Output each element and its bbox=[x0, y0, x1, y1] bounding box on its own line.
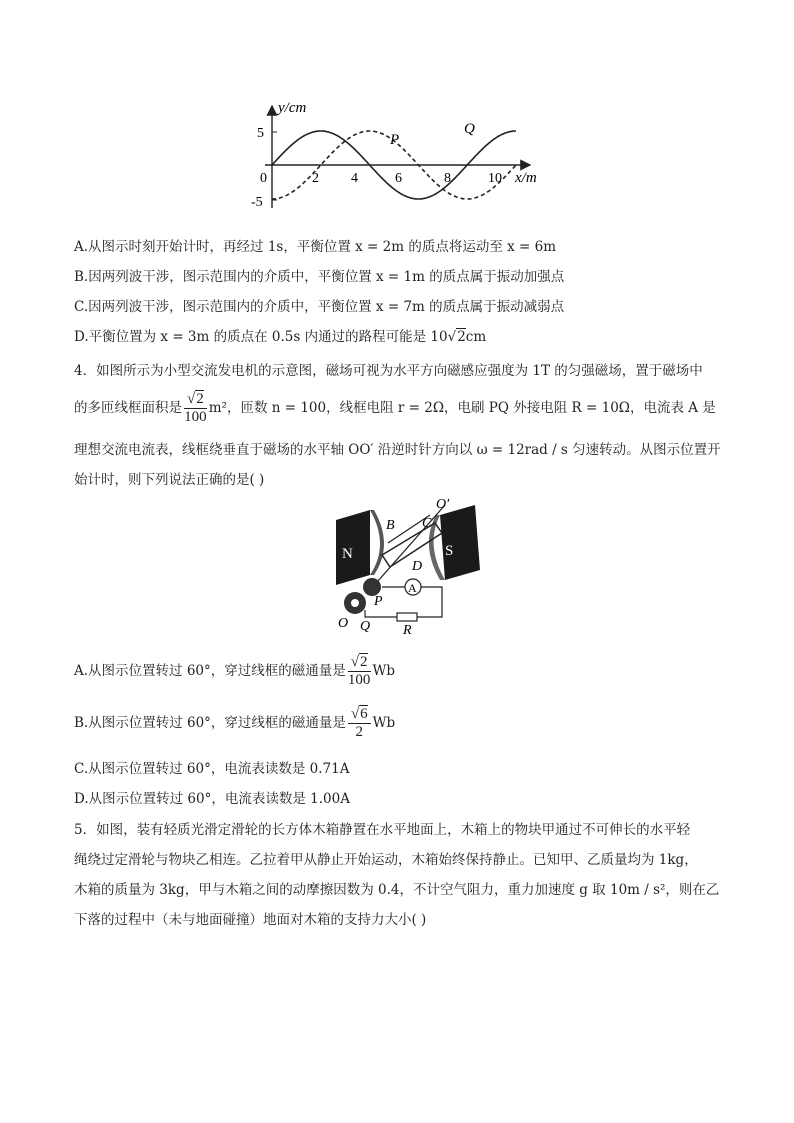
q5-line-2: 绳绕过定滑轮与物块乙相连。乙拉着甲从静止开始运动，木箱始终保持静止。已知甲、乙质量均为 1kg， bbox=[74, 852, 698, 868]
q4-area-num: 2 bbox=[196, 391, 204, 407]
q4-option-b: B.从图示位置转过 60°，穿过线框的磁通量是 $\frac{√6}{2}$ Wb bbox=[74, 706, 396, 740]
point-q-label: Q bbox=[464, 121, 475, 137]
generator-figure bbox=[330, 495, 480, 635]
q4-option-a-unit: Wb bbox=[372, 663, 396, 679]
x-tick-4: 4 bbox=[351, 171, 358, 186]
label-o: O bbox=[338, 616, 349, 631]
q4-option-a-den: 100 bbox=[347, 672, 371, 688]
label-r: R bbox=[403, 623, 412, 635]
q5-line-3: 木箱的质量为 3kg，甲与木箱之间的动摩擦因数为 0.4，不计空气阻力，重力加速度 g 取 10m / s²，则在乙 bbox=[74, 882, 720, 898]
label-c: C bbox=[422, 516, 432, 531]
x-tick-2: 2 bbox=[312, 171, 319, 186]
q4-line-4: 始计时，则下列说法正确的是( ) bbox=[74, 472, 265, 488]
x-axis-label: x/m bbox=[515, 170, 537, 186]
q4-option-b-den: 2 bbox=[355, 724, 364, 740]
x-tick-10: 10 bbox=[488, 171, 502, 186]
q4-line-2-pre: 的多匝线框面积是 bbox=[74, 400, 182, 416]
q4-option-d: D.从图示位置转过 60°，电流表读数是 1.00A bbox=[74, 791, 350, 807]
q3-option-d: D.平衡位置为 x = 3m 的质点在 0.5s 内通过的路程可能是 10√2cm bbox=[74, 329, 487, 345]
q5-line-1: 5．如图，装有轻质光滑定滑轮的长方体木箱静置在水平地面上，木箱上的物块甲通过不可伸长的水平轻 bbox=[74, 822, 691, 838]
label-d: D bbox=[412, 559, 423, 574]
q4-area-den: 100 bbox=[184, 409, 207, 425]
q4-option-a-num: 2 bbox=[360, 654, 368, 670]
x-tick-6: 6 bbox=[395, 171, 402, 186]
label-p: P bbox=[374, 594, 383, 609]
label-q: Q bbox=[360, 619, 371, 634]
label-b: B bbox=[386, 518, 395, 533]
q3-option-d-text: D.平衡位置为 x = 3m 的质点在 0.5s 内通过的路程可能是 10 bbox=[74, 329, 448, 345]
magnet-s-label: S bbox=[445, 543, 454, 559]
x-tick-0: 0 bbox=[260, 171, 267, 186]
q5-line-4: 下落的过程中（未与地面碰撞）地面对木箱的支持力大小( ) bbox=[74, 912, 427, 928]
q4-option-b-num: 6 bbox=[360, 706, 368, 722]
q4-line-3: 理想交流电流表，线框绕垂直于磁场的水平轴 OO′ 沿逆时针方向以 ω = 12rad / s 匀速转动。从图示位置开 bbox=[74, 442, 721, 458]
q4-option-a-text: A.从图示位置转过 60°，穿过线框的磁通量是 bbox=[74, 663, 346, 679]
q4-option-c: C.从图示位置转过 60°，电流表读数是 0.71A bbox=[74, 761, 350, 777]
ammeter-label: A bbox=[408, 581, 417, 595]
point-p-label: P bbox=[390, 132, 400, 148]
q4-option-b-unit: Wb bbox=[372, 715, 396, 731]
q3-option-a: A.从图示时刻开始计时，再经过 1s，平衡位置 x = 2m 的质点将运动至 x = 6m bbox=[74, 239, 557, 255]
y-tick-neg5: -5 bbox=[251, 195, 263, 210]
q4-option-b-text: B.从图示位置转过 60°，穿过线框的磁通量是 bbox=[74, 715, 346, 731]
y-tick-5: 5 bbox=[257, 126, 264, 141]
label-o-prime: O′ bbox=[436, 497, 450, 512]
q4-line-1: 4．如图所示为小型交流发电机的示意图，磁场可视为水平方向磁感应强度为 1T 的匀强磁场，置于磁场中 bbox=[74, 363, 703, 379]
q4-line-2-post: m²，匝数 n = 100，线框电阻 r = 2Ω，电刷 PQ 外接电阻 R = 10Ω，电流表 A 是 bbox=[208, 400, 716, 416]
q4-option-a: A.从图示位置转过 60°，穿过线框的磁通量是 $\frac{√2}{100}$ Wb bbox=[74, 654, 396, 688]
y-axis-label: y/cm bbox=[278, 100, 307, 116]
q3-option-c: C.因两列波干涉，图示范围内的介质中，平衡位置 x = 7m 的质点属于振动减弱点 bbox=[74, 299, 565, 315]
q4-line-2: 的多匝线框面积是 $\frac{√2}{100}$ m²，匝数 n = 100，线框电阻 r = 2Ω，电刷 PQ 外接电阻 R = 10Ω，电流表 A 是 bbox=[74, 391, 716, 425]
magnet-n-label: N bbox=[342, 546, 353, 562]
q3-option-b: B.因两列波干涉，图示范围内的介质中，平衡位置 x = 1m 的质点属于振动加强点 bbox=[74, 269, 565, 285]
q3-option-d-unit: cm bbox=[465, 329, 487, 345]
q3-option-d-sqrt: 2 bbox=[457, 329, 466, 345]
wave-chart bbox=[245, 98, 545, 213]
x-tick-8: 8 bbox=[444, 171, 451, 186]
